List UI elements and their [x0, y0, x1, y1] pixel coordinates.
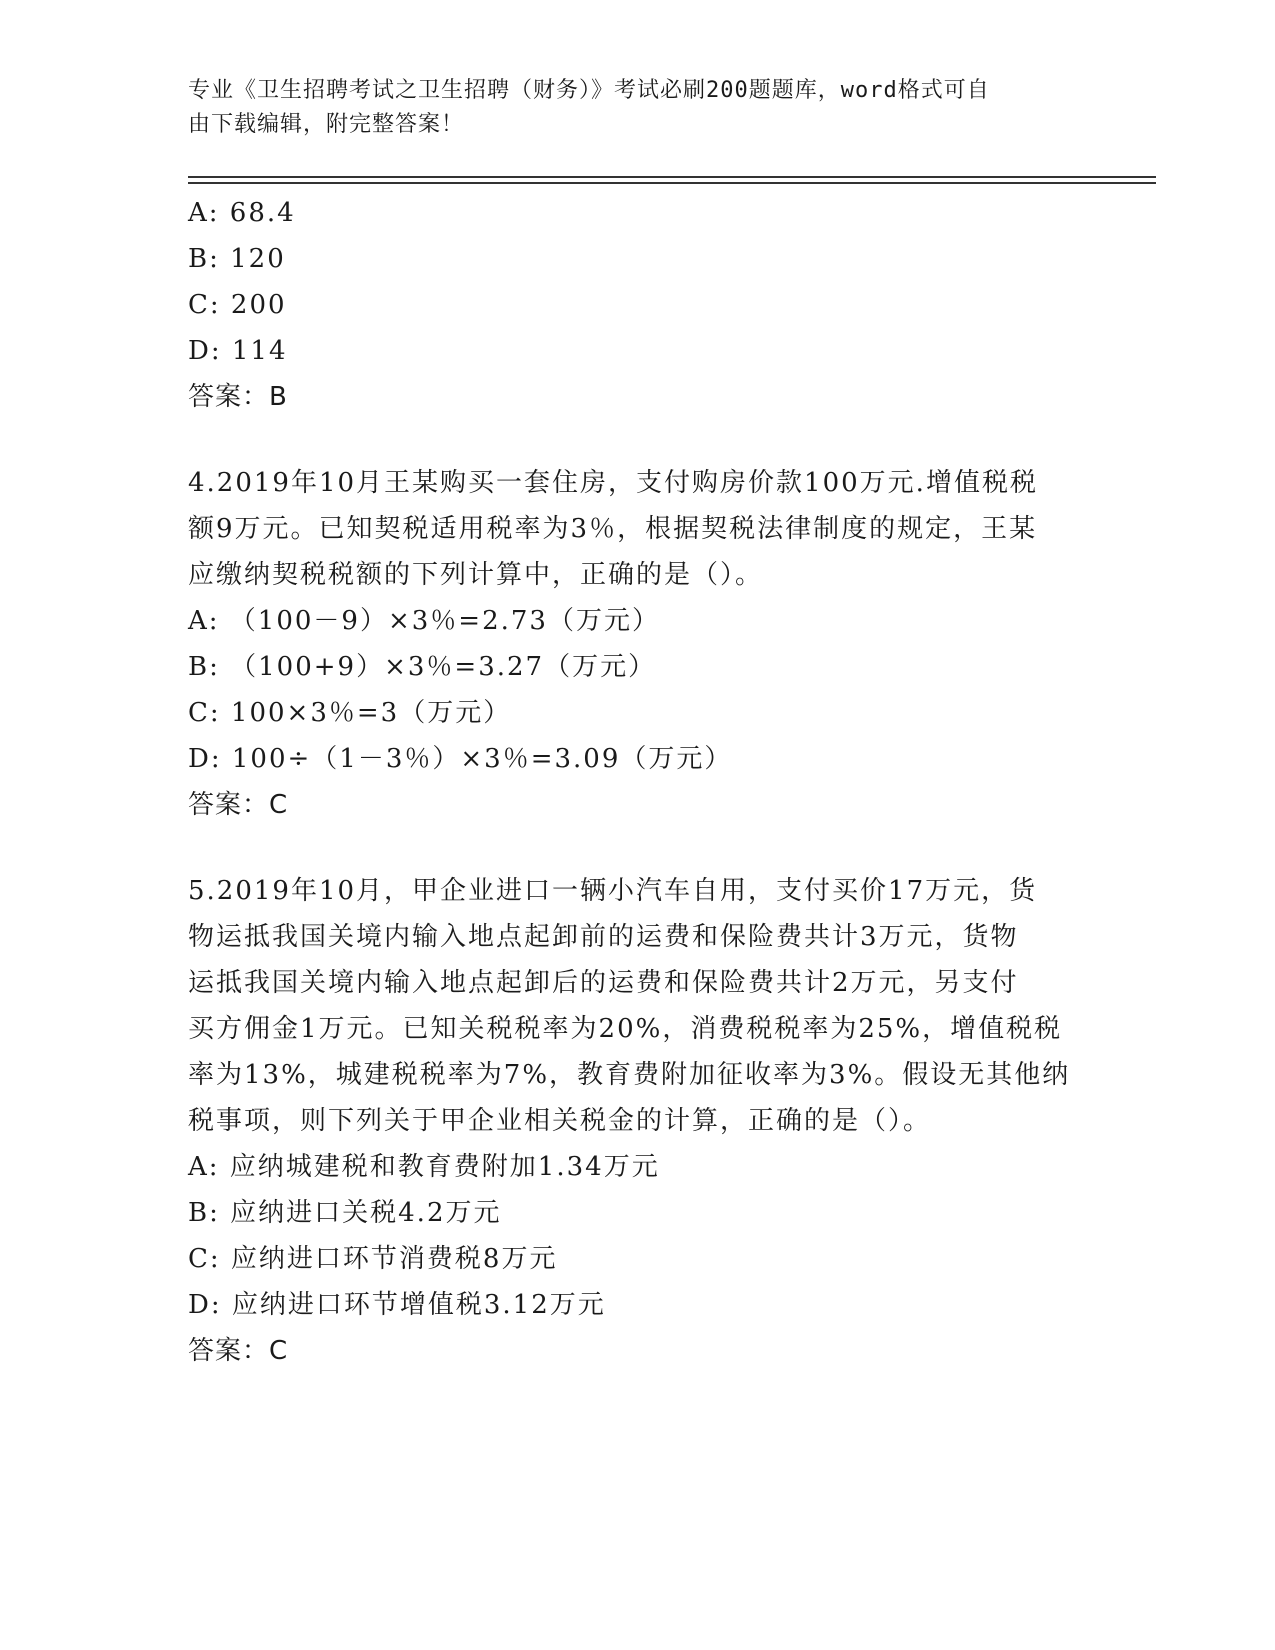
question-5-answer: 答案：C — [188, 1336, 289, 1366]
header-divider-bottom — [188, 182, 1156, 184]
question-5-options — [188, 1144, 1088, 1328]
question-5-stem-line: 运抵我国关境内输入地点起卸后的运费和保险费共计2万元，另支付 — [188, 968, 1019, 998]
question-4-option-c: C: 100×3％=3（万元） — [188, 698, 512, 728]
question-3-answer: 答案：B — [188, 382, 288, 412]
question-5-option-c: C: 应纳进口环节消费税8万元 — [188, 1244, 558, 1274]
question-3-option-c: C: 200 — [188, 290, 287, 320]
question-5-stem-line: 买方佣金1万元。已知关税税率为20%，消费税税率为25%，增值税税 — [188, 1014, 1063, 1044]
question-4-stem — [188, 460, 1088, 598]
question-5-stem-line: 税事项，则下列关于甲企业相关税金的计算，正确的是（）。 — [188, 1106, 932, 1136]
question-4-option-a: A: （100－9）×3％=2.73（万元） — [188, 606, 660, 636]
document-body — [188, 190, 1088, 1374]
question-4-stem-line: 额9万元。已知契税适用税率为3％，根据契税法律制度的规定，王某 — [188, 514, 1038, 544]
question-4-option-d: D: 100÷（1－3％）×3％=3.09（万元） — [188, 744, 733, 774]
question-4-stem-line: 4.2019年10月王某购买一套住房，支付购房价款100万元.增值税税 — [188, 468, 1038, 498]
spacer — [188, 420, 1088, 460]
document-header — [188, 74, 1078, 142]
question-4-option-b: B: （100+9）×3％=3.27（万元） — [188, 652, 657, 682]
question-4-options — [188, 598, 1088, 782]
question-5-stem-line: 物运抵我国关境内输入地点起卸前的运费和保险费共计3万元，货物 — [188, 922, 1019, 952]
question-3-option-d: D: 114 — [188, 336, 288, 366]
header-line-1: 专业《卫生招聘考试之卫生招聘（财务）》考试必刷200题题库，word格式可自 — [188, 78, 990, 103]
question-5-stem — [188, 868, 1088, 1144]
question-5-option-d: D: 应纳进口环节增值税3.12万元 — [188, 1290, 606, 1320]
question-5-option-b: B: 应纳进口关税4.2万元 — [188, 1198, 502, 1228]
question-5-stem-line: 率为13%，城建税税率为7%，教育费附加征收率为3%。假设无其他纳 — [188, 1060, 1071, 1090]
question-3-option-b: B: 120 — [188, 244, 286, 274]
question-3-options — [188, 190, 1088, 374]
spacer — [188, 828, 1088, 868]
question-4-answer: 答案：C — [188, 790, 289, 820]
question-5-option-a: A: 应纳城建税和教育费附加1.34万元 — [188, 1152, 660, 1182]
question-4-stem-line: 应缴纳契税税额的下列计算中，正确的是（）。 — [188, 560, 764, 590]
question-5-stem-line: 5.2019年10月，甲企业进口一辆小汽车自用，支付买价17万元，货 — [188, 876, 1038, 906]
header-divider-top — [188, 176, 1156, 178]
question-3-option-a: A: 68.4 — [188, 198, 296, 228]
header-line-2: 由下载编辑，附完整答案！ — [188, 112, 465, 137]
